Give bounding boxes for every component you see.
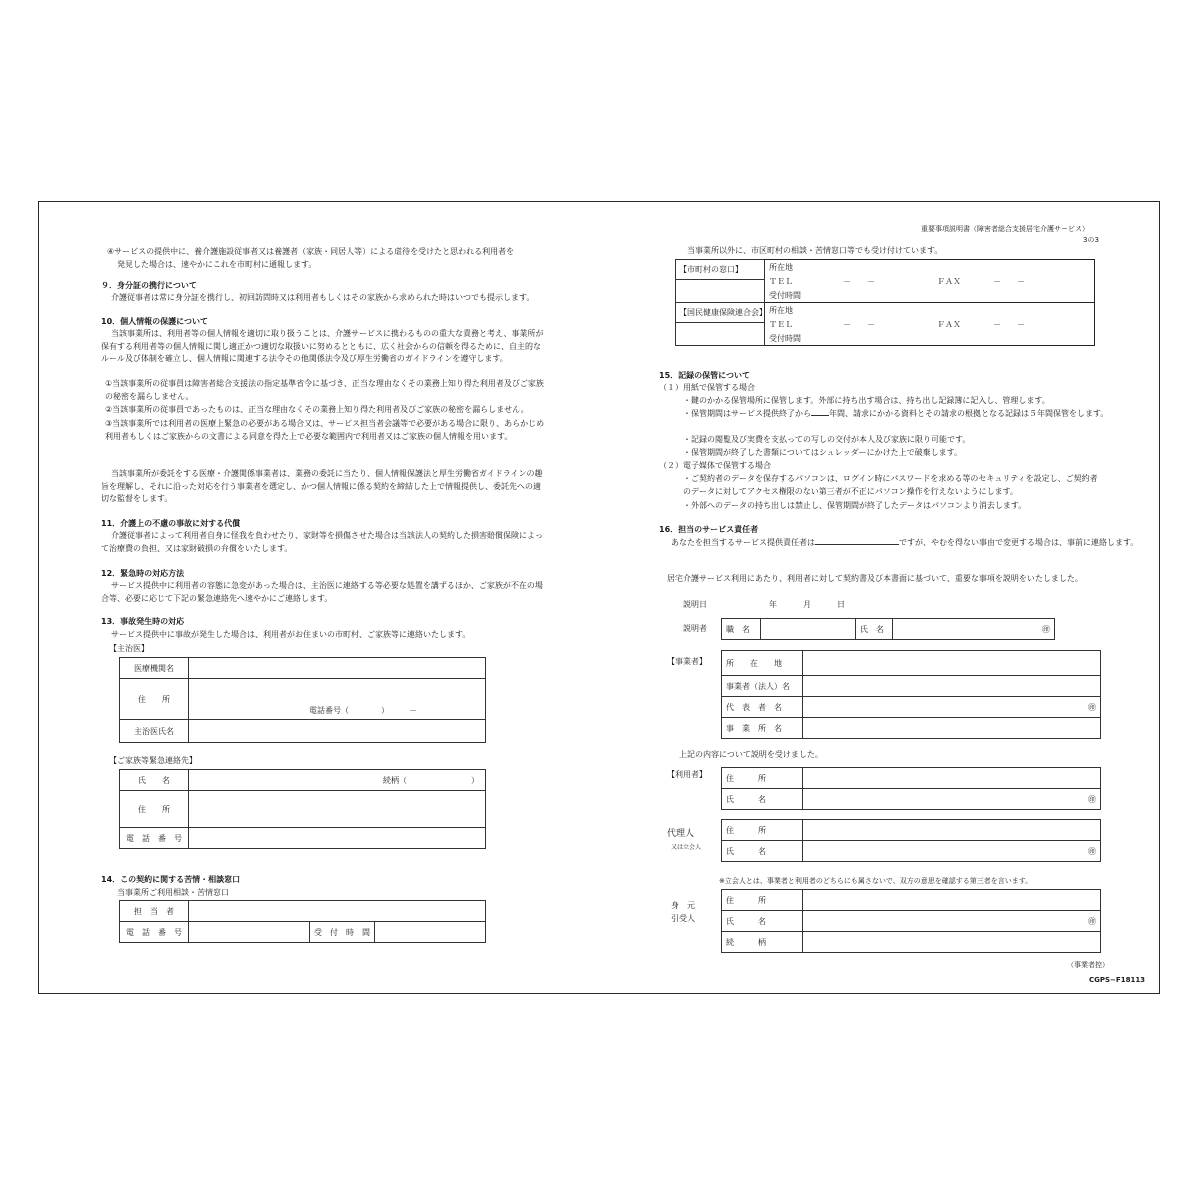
section-10-para1: 当該事業所は、利用者等の個人情報を適切に取り扱うことは、介護サービスに携わるものの重大な責務と考え、事業所が保有する利用者等の個人情報に関し適正かつ適切な取扱いに努めるとともに、広く社会からの信頼を得るために、自主的なルール及び体制を確立し、個人情報に関連する法令その他関係法令及び厚生労働省のガイドラインを遵守します。 [101,329,544,363]
doctor-row-label: 医療機関名 [120,658,189,679]
received-statement: 上記の内容について説明を受けました。 [679,750,823,759]
section-15-b2: ・保管期間はサービス提供終了から 年間、請求にかかる資料とその請求の根拠となる記録は５年間保管をします。 [683,409,1109,418]
user-label: 【利用者】 [667,770,707,779]
window-name-cell [676,260,765,303]
explainer-label: 説明者 [683,624,707,633]
doctor-clinic-field[interactable] [189,658,486,679]
section-12-text: サービス提供中に利用者の容態に急変があった場合は、主治医に連絡する等必要な処置を講ずるほか、ご家族が不在の場合等、必要に応じて下記の緊急連絡先へ速やかにご連絡します。 [101,581,543,603]
section-14-title: 14．この契約に関する苦情・相談窓口 [101,875,241,884]
doctor-address-field[interactable] [189,679,486,720]
hours-label: 受 付 時 間 [310,922,375,943]
date-day: 日 [837,600,845,609]
window-name: 【市町村の窓口】 [676,260,764,280]
guarantor-row-label: 続 柄 [722,932,803,953]
section-9-text: 介護従事者は常に身分証を携行し、初回訪問時又は利用者もしくはその家族から求められた時はいつでも提示します。 [111,293,535,302]
agent-address-field[interactable] [803,820,1101,841]
doctor-table [119,657,486,743]
guarantor-table [721,889,1101,953]
complaint-row-label: 電 話 番 号 [120,922,189,943]
seal-icon: ㊞ [1088,846,1096,856]
date-month: 月 [803,600,811,609]
guarantor-address-field[interactable] [803,890,1101,911]
complaint-phone-field[interactable] [189,922,310,943]
external-windows-table [675,259,1095,346]
user-row-label: 氏 名 [722,789,803,810]
section-15-sub2: （２）電子媒体で保管する場合 [659,461,771,470]
explanation-date-label: 説明日 [683,600,707,609]
agent-label: 代理人 [667,829,695,839]
provider-office-field[interactable] [803,718,1101,739]
provider-table [721,650,1101,739]
seal-icon: ㊞ [1088,794,1096,804]
section-10-title: 10．個人情報の保護について [101,317,208,326]
provider-row-label: 事業者（法人）名 [722,676,803,697]
section-15-b1: ・鍵のかかる保管場所に保管します。外部に持ち出す場合は、持ち出し記録簿に記入し、管理します。 [683,396,1050,405]
explanation-statement: 居宅介護サービス利用にあたり、利用者に対して契約書及び本書面に基づいて、重要な事項を説明をいたしました。 [667,574,1083,583]
doctor-name-field[interactable] [189,720,486,743]
guarantor-label-2: 引受人 [671,914,695,923]
user-table [721,767,1101,810]
window-hours: 受付時間 [769,290,801,300]
guarantor-label-1: 身 元 [671,901,695,910]
section-16-title: 16．担当のサービス責任者 [659,525,759,534]
agent-sublabel: 又は立会人 [671,844,702,851]
post-label: 職 名 [722,619,761,640]
form-code: CGPS−F18113 [1089,976,1146,984]
family-contact-label: 【ご家族等緊急連絡先】 [109,756,197,765]
agent-table [721,819,1101,862]
seal-icon: ㊞ [1088,916,1096,926]
seal-icon: ㊞ [1088,702,1096,712]
window-name: 【国民健康保険連合会】 [676,303,764,323]
family-name-field[interactable] [189,770,486,791]
doctor-phone-label: 電話番号（ ） － [309,706,417,715]
section-15-title: 15．記録の保管について [659,371,750,380]
provider-row-label: 代 表 者 名 [722,697,803,718]
provider-rep-field[interactable] [803,697,1101,718]
guarantor-row-label: 氏 名 [722,911,803,932]
section-15-sub1: （１）用紙で保管する場合 [659,383,755,392]
complaint-row-label: 担 当 者 [120,901,189,922]
provider-company-field[interactable] [803,676,1101,697]
doctor-row-label: 主治医氏名 [120,720,189,743]
user-address-field[interactable] [803,768,1101,789]
item4-line2: 発見した場合は、速やかにこれを市町村に通報します。 [117,260,317,269]
family-row-label: 電 話 番 号 [120,828,189,849]
window-addr: 所在地 [765,303,1095,318]
window-tel: ＴＥＬ － － ＦＡＸ － － [769,319,1025,329]
section-15-b4: ・保管期間が終了した書類についてはシュレッダーにかけた上で破棄します。 [683,448,962,457]
copy-note: （事業者控） [1067,961,1109,969]
post-field[interactable] [761,619,856,640]
window-addr: 所在地 [769,262,793,272]
windows-intro: 当事業所以外に、市区町村の相談・苦情窓口等でも受け付けています。 [687,246,943,255]
page-number: 3の3 [1083,236,1099,244]
family-table [119,769,486,849]
document-sheet [38,201,1160,994]
doctor-label: 【主治医】 [109,644,149,653]
witness-note: ※立会人とは、事業者と利用者のどちらにも属さないで、双方の意思を確認する第三者を言います。 [719,877,1033,885]
section-10-para2: 当該事業所が委託をする医療・介護関係事業者は、業務の委託に当たり、個人情報保護法と厚生労働省ガイドラインの趣旨を理解し、それに沿った対応を行う事業者を選定し、かつ個人情報に係る契約を締結した上で情報提供し、委託先への適切な監督をします。 [101,469,543,503]
family-row-label: 住 所 [120,791,189,828]
section-13-title: 13．事故発生時の対応 [101,617,185,626]
complaint-hours-field[interactable] [375,922,486,943]
explainer-name-label: 氏 名 [856,619,893,640]
explainer-table [721,618,1055,640]
provider-row-label: 所 在 地 [722,651,803,676]
provider-label: 【事業者】 [667,657,707,666]
window-name-cell [676,303,765,346]
section-15-b6: ・外部へのデータの持ち出しは禁止し、保管期間が終了したデータはパソコンより消去します。 [683,501,1027,510]
explainer-name-field[interactable] [893,619,1055,640]
section-9-title: ９．身分証の携行について [101,281,197,290]
family-row-label: 氏 名 [120,770,189,791]
doc-title: 重要事項説明書（障害者総合支援居宅介護サービス） [921,225,1089,233]
provider-address-field[interactable] [803,651,1101,676]
item4-line1: ④サービスの提供中に、養介護施設従事者又は養護者（家族・同居人等）による虐待を受けたと思われる利用者を [107,247,515,256]
guarantor-row-label: 住 所 [722,890,803,911]
user-name-field[interactable] [803,789,1101,810]
provider-row-label: 事 業 所 名 [722,718,803,739]
agent-row-label: 氏 名 [722,841,803,862]
date-year: 年 [769,600,777,609]
window-tel: ＴＥＬ － － ＦＡＸ － － [769,276,1025,286]
section-10-note3: ③当該事業所では利用者の医療上緊急の必要がある場合又は、サービス担当者会議等で必要がある場合に限り、あらかじめ利用者もしくはご家族からの文書による同意を得た上で必要な範囲内で利用者又はご家族の個人情報を用います。 [105,419,545,441]
section-11-text: 介護従事者によって利用者自身に怪我を負わせたり、家財等を損傷させた場合は当該法人の契約した損害賠償保険によって治療費の負担、又は家財破損の弁償をいたします。 [101,531,543,553]
family-address-field[interactable] [189,791,486,828]
guarantor-relation-field[interactable] [803,932,1101,953]
complaint-person-field[interactable] [189,901,486,922]
section-10-note2: ②当該事業所の従事員であったものは、正当な理由なくその業務上知り得た利用者及びご家族の秘密を漏らしません。 [105,405,529,414]
section-15-b3: ・記録の閲覧及び実費を支払っての写しの交付が本人及び家族に限り可能です。 [683,435,971,444]
guarantor-name-field[interactable] [803,911,1101,932]
agent-name-field[interactable] [803,841,1101,862]
family-phone-field[interactable] [189,828,486,849]
user-row-label: 住 所 [722,768,803,789]
section-13-text: サービス提供中に事故が発生した場合は、利用者がお住まいの市町村、ご家族等に連絡いたします。 [111,630,471,639]
section-12-title: 12．緊急時の対応方法 [101,569,185,578]
window-hours: 受付時間 [769,333,801,343]
section-11-title: 11．介護上の不慮の事故に対する代償 [101,519,241,528]
section-10-note1: ①当該事業所の従事員は障害者総合支援法の指定基準省令に基づき、正当な理由なくその業務上知り得た利用者及びご家族の秘密を漏らしません。 [105,379,544,401]
section-16-text: あなたを担当するサービス提供責任者は ですが、やむを得ない事由で変更する場合は、事前に連絡します。 [671,538,1139,547]
section-14-sub: 当事業所ご利用相談・苦情窓口 [117,888,229,897]
agent-row-label: 住 所 [722,820,803,841]
section-15-b5: ・ご契約者のデータを保存するパソコンは、ログイン時にパスワードを求める等のセキュリティを設定し、ご契約者のデータに対してアクセス権限のない第三者が不正にパソコン操作を行えないようにします。 [683,474,1098,496]
relation-label: 続柄（ ） [383,775,479,785]
complaint-table [119,900,486,943]
seal-icon: ㊞ [1042,624,1050,634]
doctor-row-label: 住 所 [120,679,189,720]
